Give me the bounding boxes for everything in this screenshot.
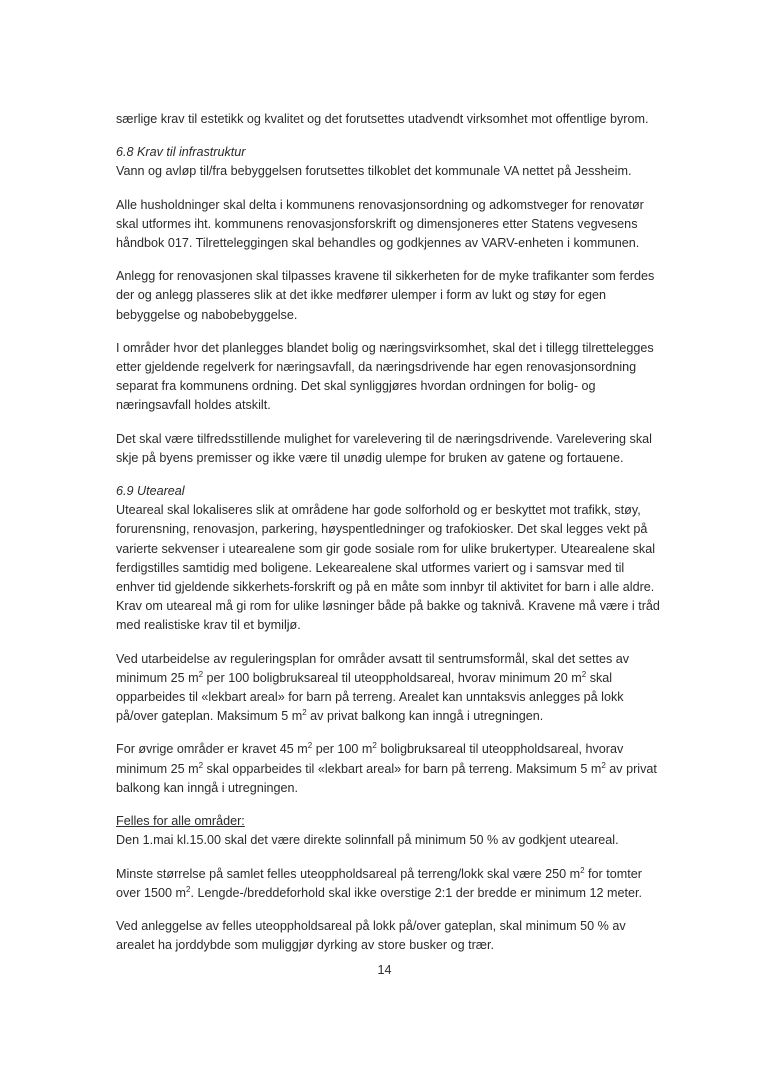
s69-paragraph-3 <box>116 740 661 798</box>
intro-paragraph: særlige krav til estetikk og kvalitet og det forutsettes utadvendt virksomhet mot offentlige byrom. <box>116 112 649 126</box>
s69-felles-paragraph <box>116 812 661 850</box>
text-run: av privat balkong kan inngå i utregningen. <box>116 761 657 795</box>
text-run: . Lengde-/breddeforhold skal ikke overstige 2:1 der bredde er minimum 12 meter. <box>190 885 642 900</box>
s68-paragraph-5: Det skal være tilfredsstillende mulighet for varelevering til de næringsdrivende. Varelevering skal skje på byens premisser og ikke være til unødig ulempe for bruken av gatene og fortauene. <box>116 431 652 465</box>
text-run: boligbruksareal til uteoppholdsareal, hvorav minimum 25 m <box>116 742 624 776</box>
superscript: 2 <box>198 760 204 770</box>
page-number: 14 <box>377 963 392 977</box>
text-run: Ved utarbeidelse av reguleringsplan for områder avsatt til sentrumsformål, skal det settes av minimum 25 m <box>116 651 630 685</box>
text-run: av privat balkong kan inngå i utregningen. <box>306 709 544 724</box>
page-content <box>116 110 661 969</box>
felles-text: Den 1.mai kl.15.00 skal det være direkte solinnfall på minimum 50 % av godkjent uteareal. <box>116 833 619 848</box>
text-run: skal opparbeides til «lekbart areal» for barn på terreng. Maksimum 5 m <box>203 761 602 776</box>
s68-paragraph-2: Alle husholdninger skal delta i kommunens renovasjonsordning og adkomstveger for renovatør skal utformes iht. kommunens renovasjonsforskrift og dimensjoneres etter Statens vegvesens håndbok 017. Tilretteleggingen skal behandles og godkjennes av VARV-enheten i kommunen. <box>116 197 644 251</box>
felles-label: Felles for alle områder: <box>116 814 245 829</box>
s68-paragraph-4: I områder hvor det planlegges blandet bolig og næringsvirksomhet, skal det i tillegg tilrettelegges etter gjeldende regelverk for næringsavfall, da næringsdrivende har egen renovasjonsordning separat fra kommunens ordning. Det skal synliggjøres hvordan ordningen for bolig- og næringsavfall holdes atskilt. <box>116 340 654 413</box>
superscript: 2 <box>601 760 606 770</box>
section-6-8-heading: 6.8 Krav til infrastruktur <box>116 145 246 160</box>
text-run: For øvrige områder er kravet 45 m <box>116 742 308 757</box>
section-6-9-heading: 6.9 Uteareal <box>116 484 185 499</box>
superscript: 2 <box>198 669 204 679</box>
superscript: 2 <box>581 669 587 679</box>
text-run: Minste størrelse på samlet felles uteoppholdsareal på terreng/lokk skal være 250 m <box>116 866 581 881</box>
superscript: 2 <box>580 865 585 875</box>
s69-paragraph-6: Ved anleggelse av felles uteoppholdsareal på lokk på/over gateplan, skal minimum 50 % av arealet ha jorddybde som muliggjør dyrking av store busker og trær. <box>116 918 626 953</box>
text-run: for tomter over 1500 m <box>116 866 642 900</box>
s68-paragraph-1: Vann og avløp til/fra bebyggelsen forutsettes tilkoblet det kommunale VA nettet på Jessheim. <box>116 164 632 179</box>
superscript: 2 <box>372 741 377 751</box>
text-run: per 100 m <box>312 742 373 757</box>
superscript: 2 <box>302 708 307 718</box>
superscript: 2 <box>307 741 313 751</box>
s69-paragraph-1: Uteareal skal lokaliseres slik at områdene har gode solforhold og er beskyttet mot trafikk, støy, forurensning, renovasjon, parkering, høyspentledninger og trafokiosker. Det skal legges vekt på varierte sekvenser i utearealene som gir gode sosiale rom for ulike brukertyper. Utearealene skal ferdigstilles samtidig med boligene. Lekearealene skal utformes variert og i samsvar med til enhver tid gjeldende sikkerhets-forskrift og på en måte som innbyr til aktivitet for barn i alle aldre. Krav om uteareal må gi rom for ulike løsninger både på bakke og taknivå. Kravene må være i tråd med realistiske krav til et bymiljø. <box>116 503 660 633</box>
s68-paragraph-3: Anlegg for renovasjonen skal tilpasses kravene til sikkerheten for de myke trafikanter som ferdes der og anlegg plasseres slik at det ikke medfører ulemper i form av lukt og støy for egen bebyggelse og nabobebyggelse. <box>116 269 655 322</box>
text-run: skal opparbeides til «lekbart areal» for barn på terreng. Arealet kan unntaksvis anlegges på lokk på/over gateplan. Maksimum 5 m <box>116 670 624 724</box>
text-run: per 100 boligbruksareal til uteoppholdsareal, hvorav minimum 20 m <box>203 670 582 685</box>
s69-paragraph-2 <box>116 650 661 727</box>
s69-paragraph-5 <box>116 865 661 903</box>
superscript: 2 <box>186 884 191 894</box>
